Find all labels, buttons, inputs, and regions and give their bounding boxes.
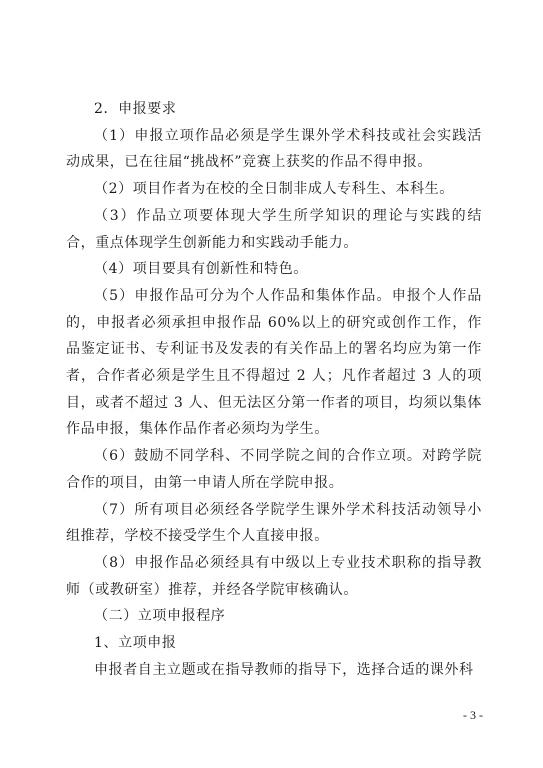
- requirement-item-1: （1）申报立项作品必须是学生课外学术科技或社会实践活动成果，已在往届“挑战杯”竞赛上获奖的作品不得申报。: [66, 127, 482, 171]
- requirement-item-7: （7）所有项目必须经各学院学生课外学术科技活动领导小组推荐，学校不接受学生个人直接申报。: [66, 501, 482, 545]
- document-body: [66, 96, 482, 683]
- requirement-item-5: （5）申报作品可分为个人作品和集体作品。申报个人作品的，申报者必须承担申报作品 60%以上的研究或创作工作，作品鉴定证书、专利证书及发表的有关作品上的署名均应为第一作者，合作者必须是学生且不得超过 2 人；凡作者超过 3 人的项目，或者不超过 3 人、但无法区分第一作者的项目，均须以集体作品申报，集体作品作者必须均为学生。: [66, 287, 482, 438]
- requirement-item-2: （2）项目作者为在校的全日制非成人专科生、本科生。: [94, 181, 454, 198]
- section-heading-procedure: （二）立项申报程序: [94, 608, 226, 625]
- page-number: - 3 -: [463, 708, 483, 722]
- application-paragraph: 申报者自主立题或在指导教师的指导下，选择合适的课外科: [94, 661, 474, 678]
- requirement-item-6: （6）鼓励不同学科、不同学院之间的合作立项。对跨学院合作的项目，由第一申请人所在学院申报。: [66, 448, 482, 491]
- requirement-item-8: （8）申报作品必须经具有中级以上专业技术职称的指导教师（或教研室）推荐，并经各学院审核确认。: [66, 554, 482, 598]
- requirement-item-4: （4）项目要具有创新性和特色。: [94, 261, 308, 278]
- requirement-item-3: （3）作品立项要体现大学生所学知识的理论与实践的结合，重点体现学生创新能力和实践动手能力。: [66, 207, 482, 251]
- subheading-application: 1、立项申报: [94, 635, 177, 652]
- section-heading-requirements: 2．申报要求: [94, 101, 177, 117]
